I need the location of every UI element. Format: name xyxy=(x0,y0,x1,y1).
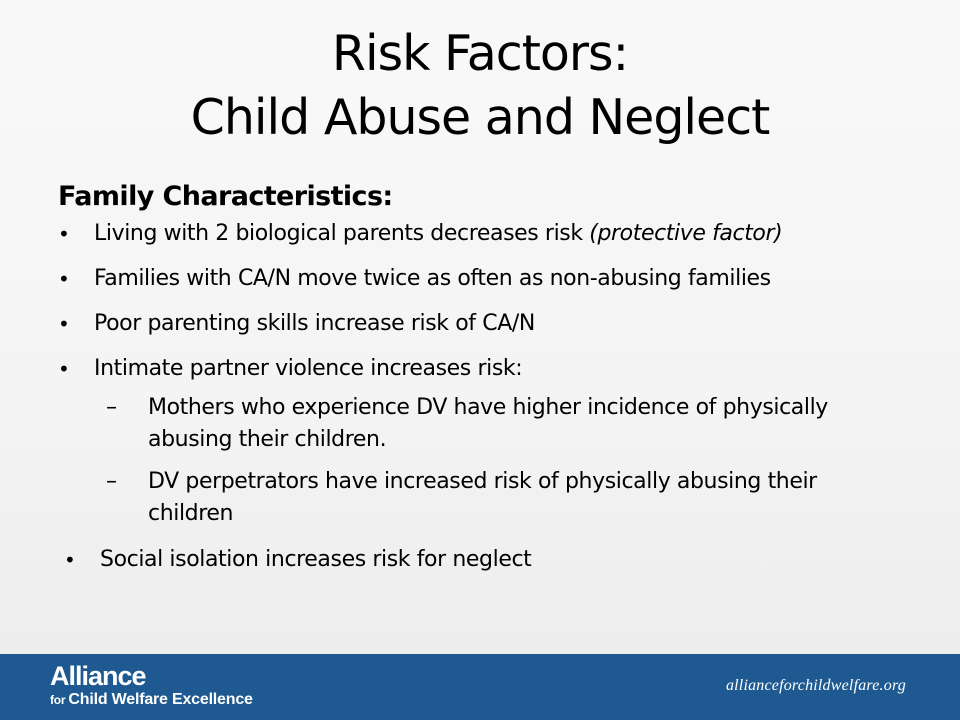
section-heading: Family Characteristics: xyxy=(58,181,393,212)
bullet-text: Poor parenting skills increase risk of CA/N xyxy=(94,311,535,336)
dash-icon: – xyxy=(106,395,117,420)
logo-for: for xyxy=(50,693,66,707)
bullet-dot-icon: • xyxy=(58,357,70,381)
slide-title xyxy=(0,22,960,150)
bullet-dot-icon: • xyxy=(58,312,70,336)
bullet-item xyxy=(64,545,938,575)
website-url: allianceforchildwelfare.org xyxy=(725,677,906,694)
bullet-text: Families with CA/N move twice as often as non-abusing families xyxy=(94,266,771,291)
bullet-item xyxy=(58,309,938,339)
slide-title-line2: Child Abuse and Neglect xyxy=(190,89,770,146)
bullet-item xyxy=(58,219,938,249)
bullet-text: Intimate partner violence increases risk: xyxy=(94,356,523,381)
sub-bullet-item xyxy=(106,392,888,456)
bullet-text: Social isolation increases risk for neglect xyxy=(100,547,532,572)
footer-bar xyxy=(0,654,960,720)
alliance-logo xyxy=(50,662,253,710)
logo-subtitle-text: Child Welfare Excellence xyxy=(68,691,253,708)
slide-title-line1: Risk Factors: xyxy=(331,25,629,82)
sub-bullet-list xyxy=(94,392,938,530)
bullet-item xyxy=(58,264,938,294)
bullet-item xyxy=(58,354,938,530)
bullet-list xyxy=(58,219,938,575)
logo-title: Alliance xyxy=(50,661,146,691)
sub-bullet-text: Mothers who experience DV have higher incidence of physically abusing their children. xyxy=(148,395,828,452)
slide-content xyxy=(58,177,938,590)
sub-bullet-item xyxy=(106,466,888,530)
sub-bullet-text: DV perpetrators have increased risk of physically abusing their children xyxy=(148,469,817,526)
bullet-dot-icon: • xyxy=(58,222,70,246)
bullet-dot-icon: • xyxy=(64,548,76,572)
logo-subtitle xyxy=(50,690,253,710)
bullet-text: Living with 2 biological parents decreases risk xyxy=(94,221,590,246)
bullet-dot-icon: • xyxy=(58,267,70,291)
dash-icon: – xyxy=(106,469,117,494)
bullet-emphasis: (protective factor) xyxy=(589,221,783,246)
